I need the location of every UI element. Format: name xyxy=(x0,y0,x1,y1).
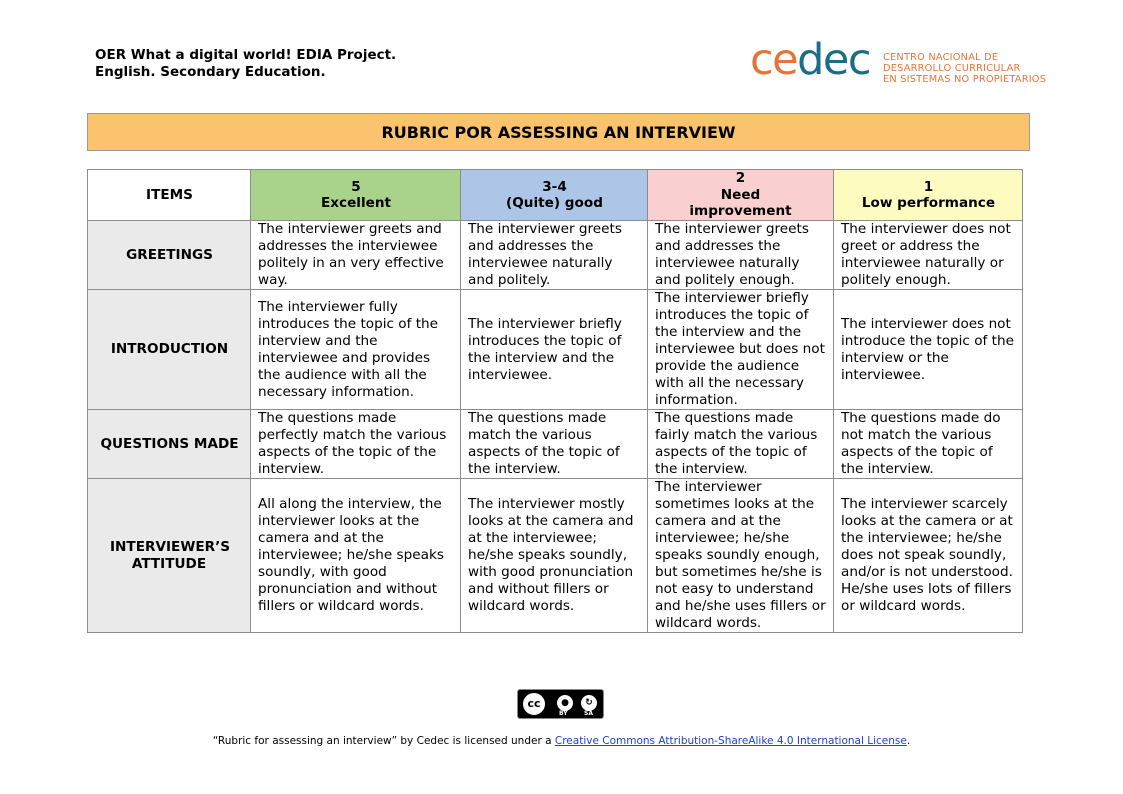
logo-word-part2: dec xyxy=(797,35,871,85)
table-cell: All along the interview, the interviewer looks at the camera and at the interviewee; he/she speaks soundly, with good pronunciation and without fillers or wildcard words. xyxy=(251,479,461,633)
table-cell: The interviewer greets and addresses the interviewee politely in an very effective way. xyxy=(251,221,461,290)
header-line-1: OER What a digital world! EDIA Project. xyxy=(95,47,397,63)
logo-sub-line-2: DESARROLLO CURRICULAR xyxy=(883,63,1021,74)
header-score-3-4 xyxy=(461,170,648,221)
cc-by-sa-badge-icon[interactable] xyxy=(517,689,604,719)
table-cell: The interviewer scarcely looks at the camera or at the interviewee; he/she does not speak soundly, and/or is not understood. He/she uses lots of fillers or wildcard words. xyxy=(834,479,1023,633)
header-score-1 xyxy=(834,170,1023,221)
license-suffix: . xyxy=(906,735,911,747)
table-cell: The questions made match the various aspects of the topic of the interview. xyxy=(461,410,648,479)
table-cell: The interviewer briefly introduces the topic of the interview and the interviewee but does not provide the audience with all the necessary information. xyxy=(648,290,834,410)
header-score-5 xyxy=(251,170,461,221)
cc-icon: cc xyxy=(521,691,547,717)
rubric-table xyxy=(87,169,1023,633)
document-header xyxy=(95,47,396,81)
cedec-logo xyxy=(750,35,1050,86)
logo-sub-line-3: EN SISTEMAS NO PROPIETARIOS xyxy=(883,74,1047,85)
table-row xyxy=(88,479,1023,633)
table-row xyxy=(88,221,1023,290)
header-score-label: Need improvement xyxy=(689,186,792,220)
table-cell: The interviewer briefly introduces the topic of the interview and the interviewee. xyxy=(461,290,648,410)
rubric-title: RUBRIC POR ASSESSING AN INTERVIEW xyxy=(87,113,1030,151)
header-score-label: Excellent xyxy=(320,195,392,211)
header-items-label: ITEMS xyxy=(146,186,193,203)
header-line-2: English. Secondary Education. xyxy=(95,64,326,80)
table-row xyxy=(88,290,1023,410)
header-items xyxy=(88,170,251,221)
table-cell: The questions made do not match the various aspects of the topic of the interview. xyxy=(834,410,1023,479)
logo-word-part1: ce xyxy=(750,35,798,85)
license-notice xyxy=(0,735,1123,747)
logo-subtitle xyxy=(883,52,1046,85)
by-label: BY xyxy=(559,710,568,717)
header-score-number: 2 xyxy=(735,170,746,187)
header-score-number: 1 xyxy=(923,178,934,195)
table-header-row xyxy=(88,170,1023,221)
table-cell: The interviewer sometimes looks at the camera and at the interviewee; he/she speaks soundly enough, but sometimes he/she is not easy to understand and he/she uses fillers or wildcard words. xyxy=(648,479,834,633)
share-alike-icon: ↻ xyxy=(579,693,599,713)
header-score-number: 5 xyxy=(351,178,361,195)
person-icon: ● xyxy=(555,693,575,713)
logo-sub-line-1: CENTRO NACIONAL DE xyxy=(883,52,999,63)
header-score-2 xyxy=(648,170,834,221)
row-item-interviewers-attitude: INTERVIEWER’S ATTITUDE xyxy=(88,479,251,633)
table-cell: The interviewer mostly looks at the camera and at the interviewee; he/she speaks soundly, with good pronunciation and without fillers or wildcard words. xyxy=(461,479,648,633)
license-link[interactable]: Creative Commons Attribution-ShareAlike 4.0 International License xyxy=(554,735,907,747)
table-cell: The interviewer fully introduces the topic of the interview and the interviewee and provides the audience with all the necessary information. xyxy=(251,290,461,410)
table-cell: The questions made perfectly match the various aspects of the topic of the interview. xyxy=(251,410,461,479)
row-item-greetings: GREETINGS xyxy=(88,221,251,290)
logo-wordmark xyxy=(750,36,870,84)
header-score-number: 3-4 xyxy=(542,178,567,195)
license-prefix: “Rubric for assessing an interview” by Cedec is licensed under a xyxy=(212,735,555,747)
header-score-label: (Quite) good xyxy=(506,195,603,211)
table-cell: The interviewer does not greet or address the interviewee naturally or politely enough. xyxy=(834,221,1023,290)
table-cell: The questions made fairly match the various aspects of the topic of the interview. xyxy=(648,410,834,479)
table-cell: The interviewer greets and addresses the interviewee naturally and politely. xyxy=(461,221,648,290)
table-row xyxy=(88,410,1023,479)
row-item-introduction: INTRODUCTION xyxy=(88,290,251,410)
header-score-label: Low performance xyxy=(861,195,996,211)
table-cell: The interviewer does not introduce the topic of the interview or the interviewee. xyxy=(834,290,1023,410)
table-cell: The interviewer greets and addresses the interviewee naturally and politely enough. xyxy=(648,221,834,290)
sa-label: SA xyxy=(584,710,593,717)
row-item-questions-made: QUESTIONS MADE xyxy=(88,410,251,479)
